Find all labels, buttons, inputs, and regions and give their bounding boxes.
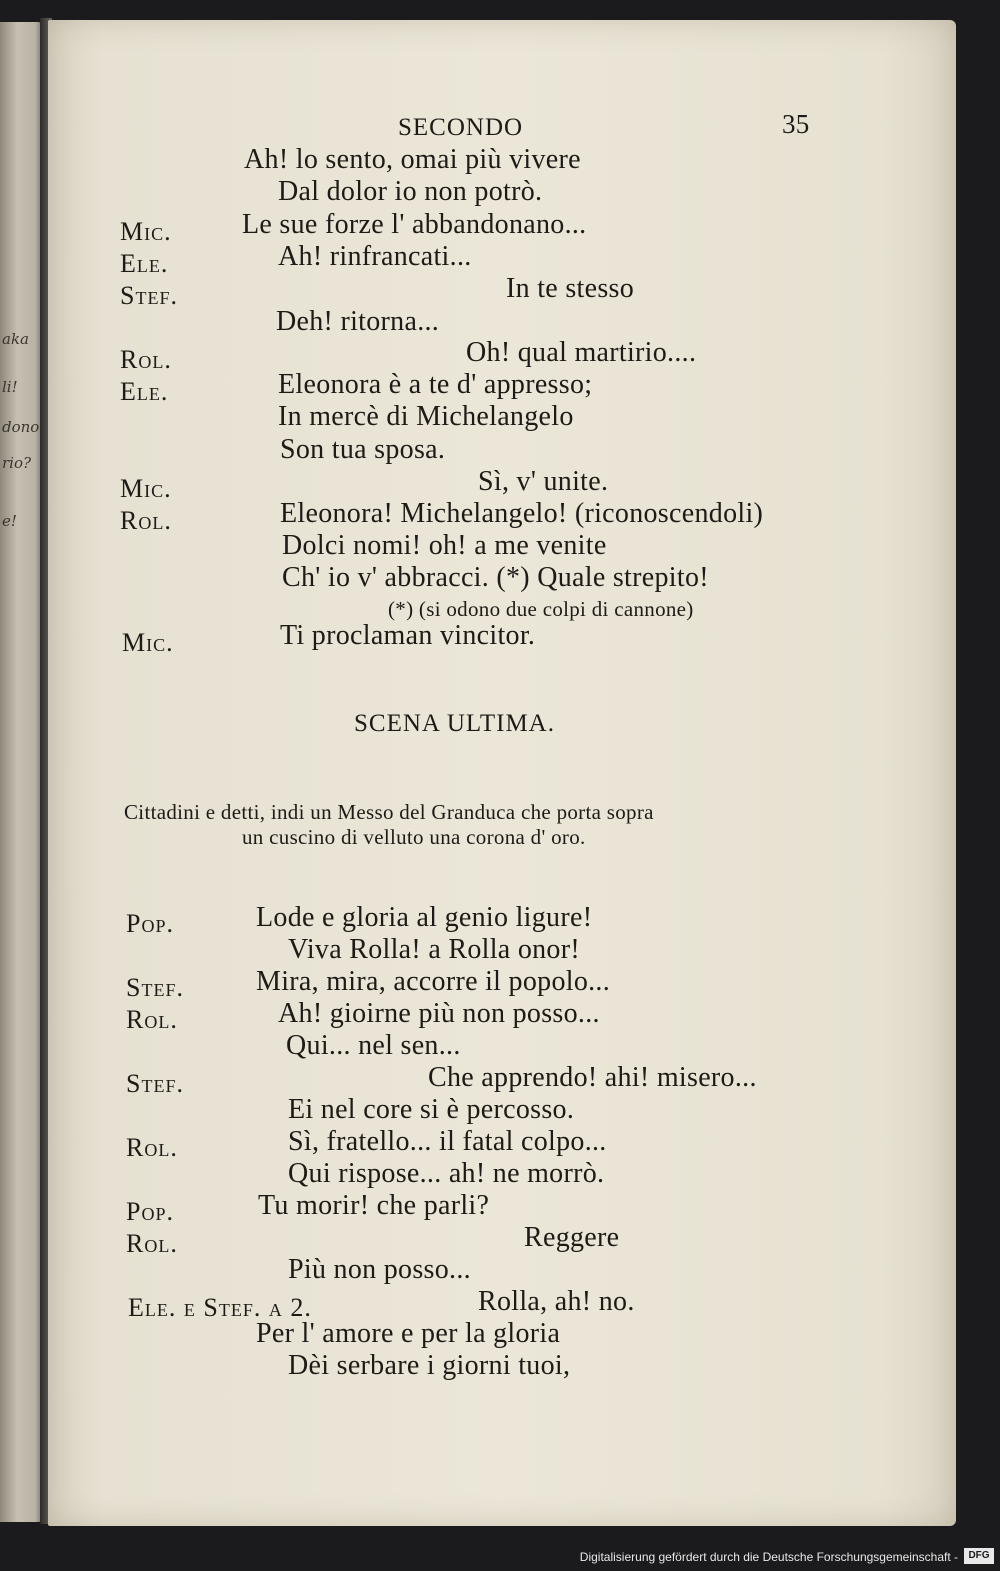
speaker-label: Stef. [120, 281, 178, 310]
verse-line: Dolci nomi! oh! a me venite [282, 530, 607, 561]
verse-line: In te stesso [506, 273, 635, 304]
verse-line: In mercè di Michelangelo [278, 401, 574, 432]
prev-page-fragment: li! [2, 378, 18, 396]
verse-line: Eleonora! Michelangelo! (riconoscendoli) [280, 498, 764, 529]
speaker-label: Ele. e Stef. a 2. [128, 1293, 312, 1322]
digitization-credit: Digitalisierung gefördert durch die Deutsche Forschungsgemeinschaft - [579, 1550, 958, 1564]
previous-page-edge [0, 22, 44, 1522]
speaker-label: Mic. [120, 217, 172, 246]
verse-line: Mira, mira, accorre il popolo... [256, 966, 611, 997]
book-page [48, 20, 956, 1526]
dfg-logo: DFG [964, 1548, 994, 1564]
speaker-label: Mic. [120, 474, 172, 503]
page-number: 35 [782, 109, 810, 139]
speaker-label: Rol. [120, 345, 172, 374]
verse-line: Ah! rinfrancati... [278, 241, 472, 272]
speaker-label: Stef. [126, 973, 184, 1002]
verse-line: Deh! ritorna... [276, 306, 440, 337]
verse-line: Più non posso... [288, 1254, 471, 1285]
verse-line: Sì, fratello... il fatal colpo... [288, 1126, 607, 1157]
verse-line: Ch' io v' abbracci. (*) Quale strepito! [282, 562, 709, 593]
stage-direction: un cuscino di velluto una corona d' oro. [242, 825, 586, 849]
stage-footnote: (*) (si odono due colpi di cannone) [388, 597, 694, 621]
speaker-label: Pop. [126, 909, 174, 938]
verse-line: Qui... nel sen... [286, 1030, 461, 1061]
speaker-label: Stef. [126, 1069, 184, 1098]
verse-line: Dal dolor io non potrò. [278, 176, 543, 207]
speaker-label: Mic. [122, 628, 174, 657]
verse-line: Che apprendo! ahi! misero... [428, 1062, 757, 1093]
verse-line: Ei nel core si è percosso. [288, 1094, 575, 1125]
prev-page-fragment: e! [2, 512, 17, 530]
speaker-label: Rol. [126, 1229, 178, 1258]
speaker-label: Ele. [120, 249, 169, 278]
speaker-label: Pop. [126, 1197, 174, 1226]
running-head: SECONDO [398, 114, 524, 141]
verse-line: Ti proclaman vincitor. [280, 620, 536, 651]
verse-line: Son tua sposa. [280, 434, 446, 465]
prev-page-fragment: rio? [2, 454, 32, 472]
prev-page-fragment: aka [2, 330, 29, 348]
verse-line: Ah! lo sento, omai più vivere [244, 144, 581, 175]
verse-line: Viva Rolla! a Rolla onor! [288, 934, 580, 965]
speaker-label: Ele. [120, 377, 169, 406]
speaker-label: Rol. [120, 506, 172, 535]
stage-direction: Cittadini e detti, indi un Messo del Granduca che porta sopra [124, 800, 654, 824]
verse-line: Rolla, ah! no. [478, 1286, 635, 1317]
speaker-label: Rol. [126, 1005, 178, 1034]
verse-line: Per l' amore e per la gloria [256, 1318, 561, 1349]
verse-line: Lode e gloria al genio ligure! [256, 902, 593, 933]
verse-line: Eleonora è a te d' appresso; [278, 369, 593, 400]
verse-line: Oh! qual martirio.... [466, 337, 697, 368]
verse-line: Dèi serbare i giorni tuoi, [288, 1350, 571, 1381]
verse-line: Reggere [524, 1222, 620, 1253]
scene-title: SCENA ULTIMA. [354, 710, 555, 737]
verse-line: Le sue forze l' abbandonano... [242, 209, 587, 240]
verse-line: Ah! gioirne più non posso... [278, 998, 600, 1029]
verse-line: Tu morir! che parli? [258, 1190, 490, 1221]
verse-line: Qui rispose... ah! ne morrò. [288, 1158, 605, 1189]
prev-page-fragment: dono [2, 418, 40, 436]
verse-line: Sì, v' unite. [478, 466, 609, 497]
speaker-label: Rol. [126, 1133, 178, 1162]
